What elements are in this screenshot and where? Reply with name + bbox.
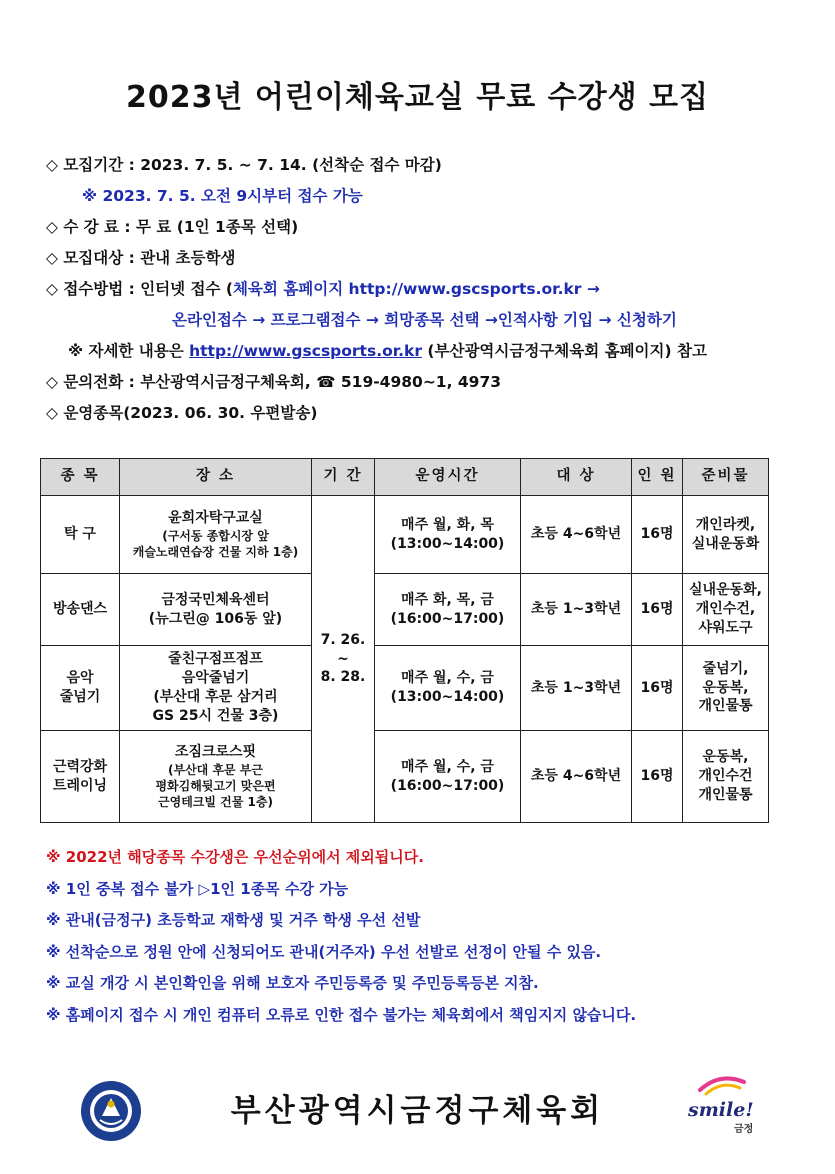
programs-heading: ◇ 운영종목(2023. 06. 30. 우편발송)	[46, 404, 318, 422]
note-id-check: ※ 교실 개강 시 본인확인을 위해 보호자 주민등록증 및 주민등록등본 지참.	[46, 974, 539, 992]
smile-logo-text: smile!	[688, 1099, 754, 1121]
header-target: 대 상	[521, 459, 632, 496]
detail-line	[46, 336, 816, 367]
header-place: 장 소	[120, 459, 312, 496]
note-first-come: ※ 선착순으로 정원 안에 신청되어도 관내(거주자) 우선 선발로 선정이 안될 수 있음.	[46, 942, 602, 961]
method-site-link[interactable]: 체육회 홈페이지 http://www.gscsports.or.kr →	[232, 280, 600, 298]
event-cell: 음악 줄넘기	[41, 646, 120, 731]
fee-line: ◇ 수 강 료 : 무 료 (1인 1종목 선택)	[46, 218, 299, 236]
notes-section	[46, 842, 826, 1031]
header-time: 운영시간	[375, 459, 521, 496]
method-line	[46, 274, 816, 305]
items-cell: 실내운동화, 개인수건, 샤워도구	[683, 574, 769, 646]
table-row	[41, 646, 769, 731]
info-section	[46, 150, 816, 429]
header-items: 준비물	[683, 459, 769, 496]
table-header-row	[41, 459, 769, 496]
table-row	[41, 731, 769, 823]
schedule-table	[40, 458, 769, 823]
target-cell: 초등 1~3학년	[521, 574, 632, 646]
method-steps: 온라인접수 → 프로그램접수 → 희망종목 선택 →인적사항 기입 → 신청하기	[172, 311, 677, 329]
smile-geumjeong-logo	[682, 1068, 762, 1138]
period-cell: 7. 26. ~ 8. 28.	[312, 496, 375, 823]
items-cell: 줄넘기, 운동복, 개인물통	[683, 646, 769, 731]
note-local-priority: ※ 관내(금정구) 초등학교 재학생 및 거주 학생 우선 선발	[46, 911, 421, 929]
method-prefix: ◇ 접수방법 : 인터넷 접수 (	[46, 280, 233, 298]
count-cell: 16명	[632, 731, 683, 823]
period-line: ◇ 모집기간 : 2023. 7. 5. ~ 7. 14. (선착순 접수 마감)	[46, 156, 442, 174]
count-cell: 16명	[632, 646, 683, 731]
page-title: 2023년 어린이체육교실 무료 수강생 모집	[126, 80, 709, 115]
place-cell: 윤희자탁구교실 (구서동 종합시장 앞 캐슬노래연습장 건물 지하 1층)	[120, 496, 312, 574]
items-cell: 개인라켓, 실내운동화	[683, 496, 769, 574]
homepage-link[interactable]: http://www.gscsports.or.kr	[189, 342, 423, 360]
note-duplicate: ※ 1인 중복 접수 불가 ▷1인 1종목 수강 가능	[46, 879, 349, 898]
count-cell: 16명	[632, 496, 683, 574]
target-cell: 초등 4~6학년	[521, 731, 632, 823]
smile-logo-sub: 금정	[734, 1124, 754, 1135]
items-cell: 운동복, 개인수건 개인물통	[683, 731, 769, 823]
header-event: 종 목	[41, 459, 120, 496]
target-line: ◇ 모집대상 : 관내 초등학생	[46, 249, 236, 267]
contact-line: ◇ 문의전화 : 부산광역시금정구체육회, ☎ 519-4980~1, 4973	[46, 373, 502, 391]
period-note: ※ 2023. 7. 5. 오전 9시부터 접수 가능	[82, 187, 363, 205]
event-cell: 탁 구	[41, 496, 120, 574]
target-cell: 초등 1~3학년	[521, 646, 632, 731]
footer-organization: 부산광역시금정구체육회	[230, 1093, 605, 1129]
time-cell: 매주 월, 수, 금 (13:00~14:00)	[375, 646, 521, 731]
table-row	[41, 496, 769, 574]
table-row	[41, 574, 769, 646]
place-cell: 금정국민체육센터 (뉴그린@ 106동 앞)	[120, 574, 312, 646]
detail-prefix: ※ 자세한 내용은	[68, 342, 190, 360]
time-cell: 매주 월, 화, 목 (13:00~14:00)	[375, 496, 521, 574]
place-cell: 줄친구점프점프 음악줄넘기 (부산대 후문 삼거리 GS 25시 건물 3층)	[120, 646, 312, 731]
header-count: 인 원	[632, 459, 683, 496]
count-cell: 16명	[632, 574, 683, 646]
time-cell: 매주 화, 목, 금 (16:00~17:00)	[375, 574, 521, 646]
event-cell: 방송댄스	[41, 574, 120, 646]
header-period: 기 간	[312, 459, 375, 496]
time-cell: 매주 월, 수, 금 (16:00~17:00)	[375, 731, 521, 823]
target-cell: 초등 4~6학년	[521, 496, 632, 574]
note-computer-error: ※ 홈페이지 접수 시 개인 컴퓨터 오류로 인한 접수 불가는 체육회에서 책임지지 않습니다.	[46, 1005, 637, 1024]
detail-suffix: (부산광역시금정구체육회 홈페이지) 참고	[422, 342, 707, 360]
note-priority-exclusion: ※ 2022년 해당종목 수강생은 우선순위에서 제외됩니다.	[46, 848, 424, 866]
event-cell: 근력강화 트레이닝	[41, 731, 120, 823]
place-cell: 조짐크로스핏 (부산대 후문 부근 평화김해뒷고기 맞은편 근영테크빌 건물 1층)	[120, 731, 312, 823]
